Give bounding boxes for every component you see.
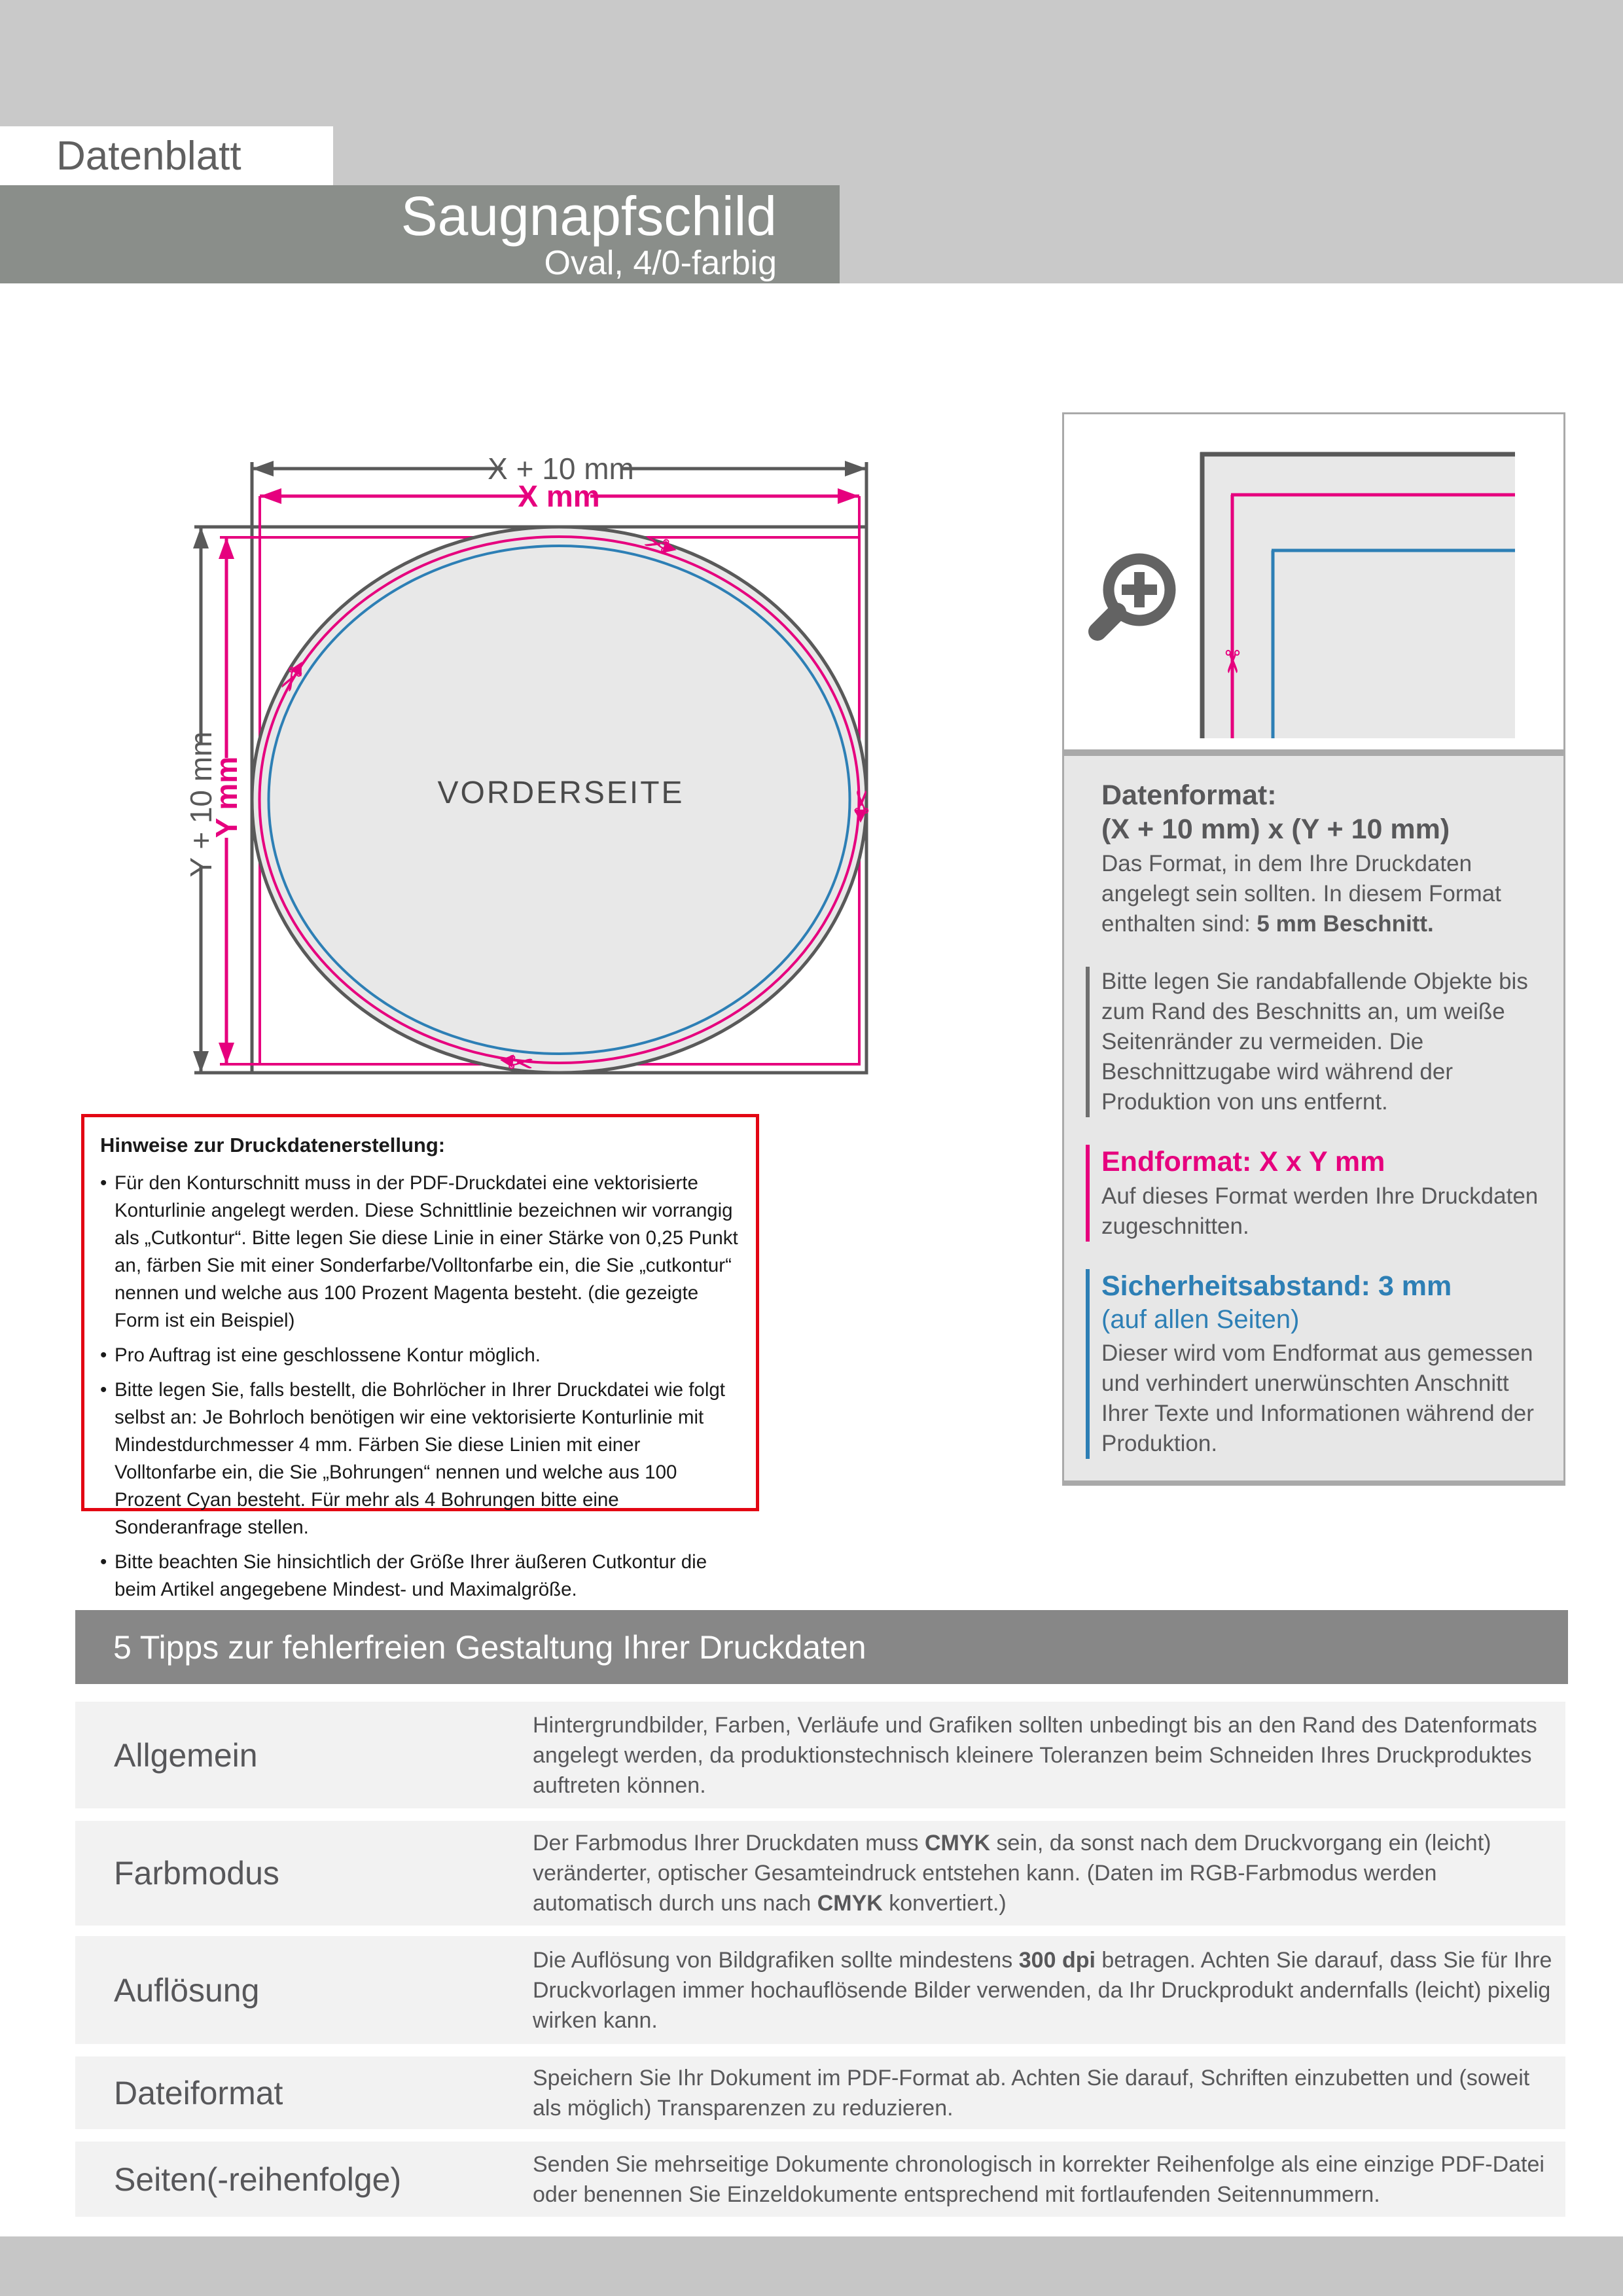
row-body: Hintergrundbilder, Farben, Verläufe und Grafiken sollten unbedingt bis an den Rand des Datenformats angelegt werden, da produktionstechnisch kleinere Toleranzen beim Schneiden Ihres Druckproduktes auftreten können. [533,1712,1537,1798]
dataformat-body: Das Format, in dem Ihre Druckdaten angelegt sein sollten. In diesem Format enthalten sind: 5 mm Beschnitt. [1101,851,1501,937]
note-text: Pro Auftrag ist eine geschlossene Kontur möglich. [115,1344,541,1366]
row-label: Dateiformat [114,2074,283,2111]
dataformat-formula: (X + 10 mm) x (Y + 10 mm) [1101,814,1450,845]
format-diagram [164,412,916,1119]
front-side-label: VORDERSEITE [437,776,685,810]
format-info-panel [1062,754,1565,1486]
dim-line-inner-width [260,479,859,513]
note-item [100,1342,739,1369]
endformat-body: Auf dieses Format werden Ihre Druckdaten zugeschnitten. [1101,1183,1539,1239]
note-text: Bitte legen Sie, falls bestellt, die Bohrlöcher in Ihrer Druckdatei wie folgt selbst an: Je Bohrloch benötigen wir eine vektorisierte Konturlinie mit Mindestdurchmesser 4 mm. Färben Sie diese Linien mit einer Volltonfarbe ein, die Sie „Bohrungen“ nennen und welche aus 100 Prozent Cyan besteht. Für mehr als 4 Bohrungen bitte eine Sonderanfrage stellen. [115,1379,725,1538]
row-label: Auflösung [114,1971,260,2009]
safety-section [1086,1269,1539,1459]
row-label: Allgemein [114,1736,258,1774]
bullet-icon: • [100,1344,107,1366]
product-title-banner [0,185,840,283]
safety-subtitle: (auf allen Seiten) [1101,1305,1300,1334]
tips-banner-title: 5 Tipps zur fehlerfreien Gestaltung Ihrer Druckdaten [113,1628,866,1666]
dim-label-outer-height: Y + 10 mm [184,731,218,878]
dim-label-inner-width: X mm [518,479,600,513]
note-item [100,1170,739,1335]
row-label: Seiten(-reihenfolge) [114,2161,402,2198]
safety-title: Sicherheitsabstand: 3 mm [1101,1270,1452,1302]
notes-list [100,1170,739,1604]
dim-label-outer-width: X + 10 mm [488,452,634,486]
tips-row-dateiformat [75,2056,1565,2129]
note-item [100,1549,739,1604]
print-data-notes-box [81,1114,759,1600]
svg-text:✂: ✂ [843,788,878,816]
row-label: Farbmodus [114,1855,279,1892]
corner-detail [1200,452,1515,738]
svg-text:✂: ✂ [270,660,314,700]
magnifier-plus-icon [1097,559,1170,632]
row-body: Der Farbmodus Ihrer Druckdaten muss CMYK sein, da sonst nach dem Druckvorgang ein (leicht) veränderter, optischer Gesamteindruck entstehen kann. (Daten im RGB-Farbmodus werden automatisch durch uns nach CMYK konvertiert.) [533,1831,1491,1916]
tips-row-farbmodus [75,1821,1565,1926]
product-subtitle: Oval, 4/0-farbig [544,244,777,282]
datenblatt-label-box [0,126,333,185]
dim-line-inner-height [209,537,243,1064]
page-title: Datenblatt [56,133,241,179]
row-body: Speichern Sie Ihr Dokument im PDF-Format ab. Achten Sie darauf, Schriften einzubetten und (soweit als möglich) Transparenzen zu reduzieren. [533,2065,1530,2121]
bleed-note [1086,967,1539,1117]
endformat-title: Endformat: X x Y mm [1101,1146,1385,1177]
bleed-note-text: Bitte legen Sie randabfallende Objekte bis zum Rand des Beschnitts an, um weiße Seitenränder zu vermeiden. Die Beschnittzugabe wird während der Produktion von uns entfernt. [1101,969,1528,1115]
tips-banner [75,1610,1568,1684]
bullet-icon: • [100,1172,107,1194]
row-body: Die Auflösung von Bildgrafiken sollte mindestens 300 dpi betragen. Achten Sie darauf, dass Sie für Ihre Druckvorlagen immer hochauflösende Bilder verwenden, da Ihr Druckprodukt andernfalls (leicht) pixelig wirken kann. [533,1947,1552,2033]
scissors-icon [1217,649,1251,675]
endformat-section [1086,1145,1539,1242]
svg-text:✂: ✂ [639,524,673,565]
note-text: Für den Konturschnitt muss in der PDF-Druckdatei eine vektorisierte Konturlinie angelegt werden. Diese Schnittlinie bezeichnen wir vorrangig als „Cutkontur“. Bitte legen Sie diese Linie in einer Stärke von 0,25 Punkt an, färben Sie mit einer Sonderfarbe/Volltonfarbe ein, die Sie „cutkontur“ nennen und welche aus 100 Prozent Magenta besteht. (die gezeigte Form ist ein Beispiel) [115,1172,738,1331]
bullet-icon: • [100,1551,107,1573]
dim-label-inner-height: Y mm [209,756,243,838]
dataformat-title: Datenformat: [1101,780,1277,811]
tips-row-seitenreihenfolge [75,2142,1565,2217]
svg-text:✂: ✂ [506,1043,536,1080]
product-title: Saugnapfschild [401,185,777,247]
note-item [100,1376,739,1541]
tips-row-allgemein [75,1702,1565,1808]
corner-zoom-box [1062,412,1565,754]
bullet-icon: • [100,1379,107,1401]
corner-zoom-illustration [1064,414,1563,749]
row-body: Senden Sie mehrseitige Dokumente chronologisch in korrekter Reihenfolge als eine einzige PDF-Datei oder benennen Sie Einzeldokumente entsprechend mit fortlaufenden Seitennummern. [533,2151,1544,2207]
notes-title: Hinweise zur Druckdatenerstellung: [100,1134,446,1157]
footer-band [0,2236,1623,2296]
tips-row-aufloesung [75,1936,1565,2044]
svg-text:✂: ✂ [1217,648,1251,675]
safety-body: Dieser wird vom Endformat aus gemessen und verhindert unerwünschten Anschnitt Ihrer Texte und Informationen während der Produktion. [1101,1340,1534,1456]
note-text: Bitte beachten Sie hinsichtlich der Größe Ihrer äußeren Cutkontur die beim Artikel angegebene Mindest- und Maximalgröße. [115,1551,707,1600]
